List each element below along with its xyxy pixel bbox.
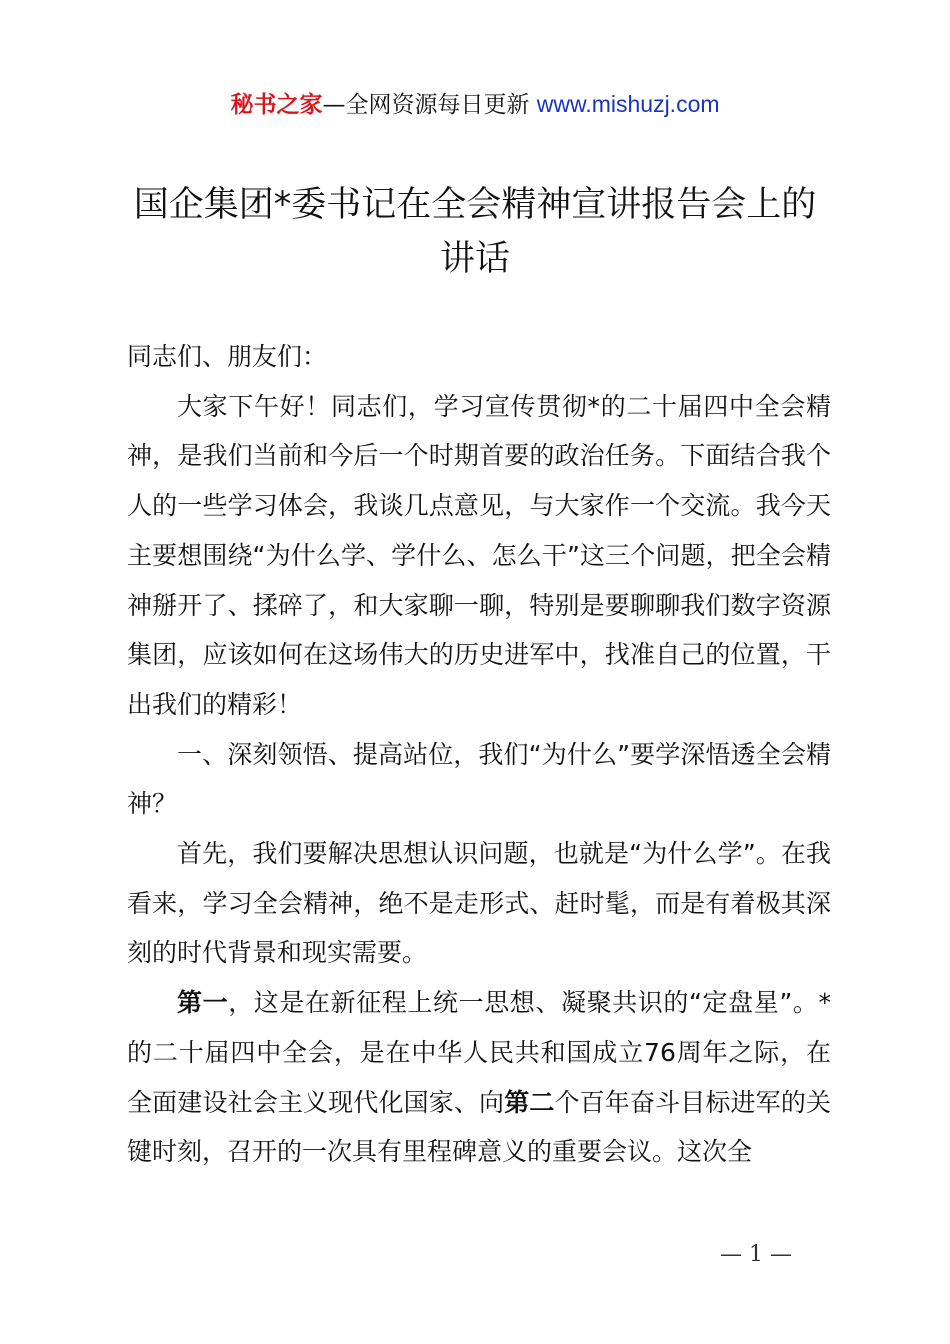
site-header bbox=[0, 86, 950, 123]
page-number: — 1 — bbox=[720, 1242, 792, 1267]
brand-name: 秘书之家 bbox=[230, 92, 323, 118]
first-point-label: 第一 bbox=[177, 988, 229, 1018]
first-point-text-b: 个百年奋斗目标进军的关键时刻，召开的一次具有里程碑意义的重要会议。这次全 bbox=[127, 1087, 831, 1167]
site-url[interactable]: www.mishuzj.com bbox=[536, 91, 720, 117]
second-inline-label: 第二 bbox=[504, 1087, 555, 1117]
paragraph-greeting: 大家下午好！同志们，学习宣传贯彻*的二十届四中全会精神，是我们当前和今后一个时期首要的政治任务。下面结合我个人的一些学习体会，我谈几点意见，与大家作一个交流。我今天主要想围绕“为什么学、学什么、怎么干”这三个问题，把全会精神掰开了、揉碎了，和大家聊一聊，特别是要聊聊我们数字资源集团，应该如何在这场伟大的历史进军中，找准自己的位置，干出我们的精彩！ bbox=[127, 391, 831, 719]
first-point-text-a: ，这是在新征程上统一思想、凝聚共识的“定盘星”。*的二十届四中全会，是在中华人民共和国成立76周年之际，在全面建设社会主义现代化国家、向 bbox=[127, 988, 831, 1117]
document-title: 国企集团*委书记在全会精神宣讲报告会上的讲话 bbox=[133, 185, 817, 279]
document-body bbox=[127, 332, 831, 1177]
salutation: 同志们、朋友们： bbox=[127, 342, 328, 371]
section-heading-1: 一、深刻领悟、提高站位，我们“为什么”要学深悟透全会精神？ bbox=[127, 739, 831, 819]
header-tagline: —全网资源每日更新 bbox=[322, 92, 537, 118]
paragraph-why-learn: 首先，我们要解决思想认识问题，也就是“为什么学”。在我看来，学习全会精神，绝不是走形式、赶时髦，而是有着极其深刻的时代背景和现实需要。 bbox=[127, 839, 831, 968]
paragraph-first-point bbox=[127, 978, 831, 1177]
